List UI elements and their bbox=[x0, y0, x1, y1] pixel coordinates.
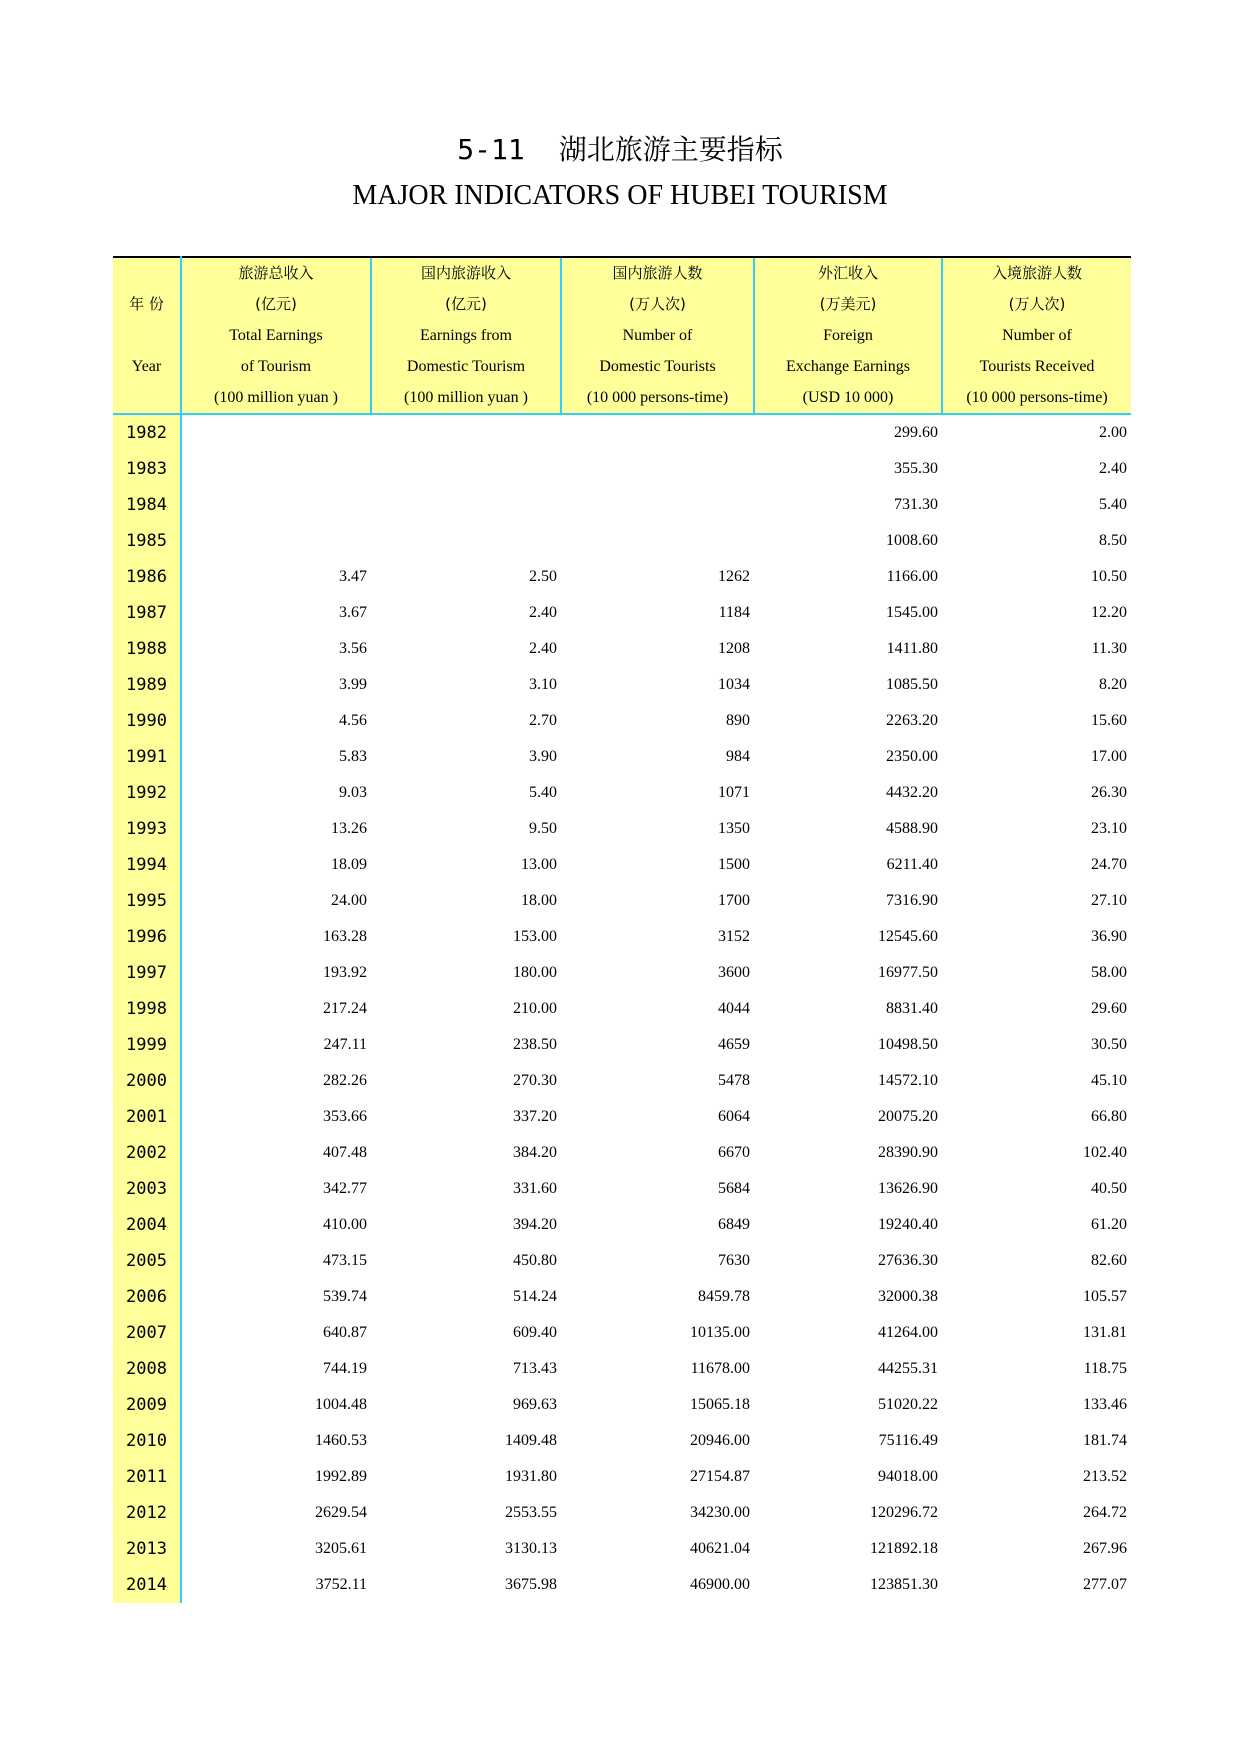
foreign-exchange-cell: 12545.60 bbox=[878, 928, 938, 945]
total-earnings-cell: 3752.11 bbox=[315, 1576, 367, 1593]
total-earnings-cell: 353.66 bbox=[323, 1108, 367, 1125]
table-row bbox=[113, 1171, 1131, 1207]
domestic-earnings-cell: 3.90 bbox=[529, 748, 557, 765]
total-earnings-cell: 13.26 bbox=[331, 820, 367, 837]
foreign-exchange-cell: 1166.00 bbox=[886, 568, 938, 585]
total-earnings-cell bbox=[181, 487, 371, 523]
year-cell: 2007 bbox=[113, 1315, 181, 1351]
domestic-tourists-cell: 6849 bbox=[718, 1216, 750, 1233]
total-earnings-cell: 282.26 bbox=[323, 1072, 367, 1089]
table-row bbox=[113, 1459, 1131, 1495]
header-line: Earnings from bbox=[420, 327, 512, 344]
foreign-exchange-cell: 120296.72 bbox=[870, 1504, 938, 1521]
domestic-tourists-cell: 6670 bbox=[718, 1144, 750, 1161]
total-earnings-cell: 3.47 bbox=[339, 568, 367, 585]
header-unit-en: (100 million yuan ) bbox=[404, 389, 528, 406]
header-line: Domestic Tourists bbox=[599, 358, 716, 375]
total-earnings-cell: 1460.53 bbox=[315, 1432, 367, 1449]
domestic-tourists-cell: 984 bbox=[726, 748, 750, 765]
table-row bbox=[113, 955, 1131, 991]
year-header-en: Year bbox=[131, 358, 162, 375]
inbound-tourists-cell: 27.10 bbox=[1091, 892, 1127, 909]
year-cell: 1994 bbox=[113, 847, 181, 883]
year-cell: 1991 bbox=[113, 739, 181, 775]
year-cell: 2004 bbox=[113, 1207, 181, 1243]
year-cell: 2002 bbox=[113, 1135, 181, 1171]
year-cell: 2010 bbox=[113, 1423, 181, 1459]
foreign-exchange-cell: 51020.22 bbox=[878, 1396, 938, 1413]
header-line: Total Earnings bbox=[229, 327, 323, 344]
header-unit-cn: (亿元) bbox=[255, 295, 297, 313]
header-unit-cn: (亿元) bbox=[445, 295, 487, 313]
domestic-tourists-cell: 27154.87 bbox=[690, 1468, 750, 1485]
domestic-earnings-cell: 3.10 bbox=[529, 676, 557, 693]
year-cell: 1988 bbox=[113, 631, 181, 667]
total-earnings-cell: 9.03 bbox=[339, 784, 367, 801]
table-row bbox=[113, 1099, 1131, 1135]
total-earnings-cell: 473.15 bbox=[323, 1252, 367, 1269]
year-cell: 1984 bbox=[113, 487, 181, 523]
inbound-tourists-cell: 29.60 bbox=[1091, 1000, 1127, 1017]
inbound-tourists-cell: 58.00 bbox=[1091, 964, 1127, 981]
domestic-tourists-cell: 1700 bbox=[718, 892, 750, 909]
domestic-tourists-cell: 10135.00 bbox=[690, 1324, 750, 1341]
domestic-tourists-cell: 11678.00 bbox=[690, 1360, 750, 1377]
year-cell: 1995 bbox=[113, 883, 181, 919]
foreign-exchange-cell: 94018.00 bbox=[878, 1468, 938, 1485]
table-row bbox=[113, 1387, 1131, 1423]
domestic-tourists-cell: 1071 bbox=[718, 784, 750, 801]
domestic-tourists-header bbox=[561, 257, 754, 414]
foreign-exchange-cell: 4432.20 bbox=[886, 784, 938, 801]
foreign-exchange-cell: 27636.30 bbox=[878, 1252, 938, 1269]
foreign-exchange-cell: 16977.50 bbox=[878, 964, 938, 981]
year-cell: 1992 bbox=[113, 775, 181, 811]
domestic-earnings-cell: 2.70 bbox=[529, 712, 557, 729]
header-unit-cn: (万人次) bbox=[629, 295, 686, 313]
domestic-earnings-cell: 2.40 bbox=[529, 604, 557, 621]
inbound-tourists-cell: 131.81 bbox=[1083, 1324, 1127, 1341]
foreign-exchange-cell: 75116.49 bbox=[878, 1432, 938, 1449]
header-line: Number of bbox=[622, 327, 693, 344]
total-earnings-cell: 4.56 bbox=[339, 712, 367, 729]
domestic-earnings-cell: 331.60 bbox=[513, 1180, 557, 1197]
header-line: 外汇收入 bbox=[817, 264, 878, 282]
domestic-tourists-cell bbox=[561, 414, 754, 451]
foreign-exchange-cell: 4588.90 bbox=[886, 820, 938, 837]
domestic-earnings-cell: 18.00 bbox=[521, 892, 557, 909]
table-row bbox=[113, 1279, 1131, 1315]
year-cell: 1987 bbox=[113, 595, 181, 631]
inbound-tourists-cell: 5.40 bbox=[1099, 496, 1127, 513]
domestic-tourists-cell: 34230.00 bbox=[690, 1504, 750, 1521]
domestic-earnings-cell: 3675.98 bbox=[505, 1576, 557, 1593]
foreign-exchange-cell: 19240.40 bbox=[878, 1216, 938, 1233]
inbound-tourists-cell: 61.20 bbox=[1091, 1216, 1127, 1233]
total-earnings-cell: 744.19 bbox=[323, 1360, 367, 1377]
inbound-tourists-cell: 66.80 bbox=[1091, 1108, 1127, 1125]
header-row bbox=[113, 257, 1131, 414]
total-earnings-cell: 18.09 bbox=[331, 856, 367, 873]
inbound-tourists-cell: 213.52 bbox=[1083, 1468, 1127, 1485]
domestic-earnings-cell: 514.24 bbox=[513, 1288, 557, 1305]
domestic-earnings-cell: 2.40 bbox=[529, 640, 557, 657]
year-cell: 2000 bbox=[113, 1063, 181, 1099]
table-row bbox=[113, 487, 1131, 523]
total-earnings-cell: 163.28 bbox=[323, 928, 367, 945]
foreign-exchange-cell: 2263.20 bbox=[886, 712, 938, 729]
inbound-tourists-cell: 105.57 bbox=[1083, 1288, 1127, 1305]
table-row bbox=[113, 631, 1131, 667]
table-row bbox=[113, 1063, 1131, 1099]
year-cell: 1996 bbox=[113, 919, 181, 955]
domestic-earnings-cell: 2553.55 bbox=[505, 1504, 557, 1521]
header-unit-en: (100 million yuan ) bbox=[214, 389, 338, 406]
foreign-exchange-cell: 32000.38 bbox=[878, 1288, 938, 1305]
domestic-tourists-cell: 46900.00 bbox=[690, 1576, 750, 1593]
table-row bbox=[113, 991, 1131, 1027]
foreign-exchange-cell: 14572.10 bbox=[878, 1072, 938, 1089]
header-unit-en: (10 000 persons-time) bbox=[586, 389, 729, 406]
year-cell: 2006 bbox=[113, 1279, 181, 1315]
table-row bbox=[113, 1567, 1131, 1603]
domestic-earnings-cell bbox=[371, 487, 561, 523]
total-earnings-cell: 410.00 bbox=[323, 1216, 367, 1233]
inbound-tourists-cell: 45.10 bbox=[1091, 1072, 1127, 1089]
header-line: 国内旅游人数 bbox=[612, 264, 703, 282]
year-cell: 2014 bbox=[113, 1567, 181, 1603]
year-cell: 1983 bbox=[113, 451, 181, 487]
inbound-tourists-cell: 102.40 bbox=[1083, 1144, 1127, 1161]
year-cell: 1986 bbox=[113, 559, 181, 595]
domestic-earnings-cell: 337.20 bbox=[513, 1108, 557, 1125]
foreign-exchange-cell: 44255.31 bbox=[878, 1360, 938, 1377]
domestic-tourists-cell: 7630 bbox=[718, 1252, 750, 1269]
year-cell: 1990 bbox=[113, 703, 181, 739]
table-row bbox=[113, 559, 1131, 595]
foreign-exchange-cell: 7316.90 bbox=[886, 892, 938, 909]
table-row bbox=[113, 1531, 1131, 1567]
table-title-chinese bbox=[0, 128, 1240, 168]
total-earnings-cell: 3205.61 bbox=[315, 1540, 367, 1557]
year-cell: 1985 bbox=[113, 523, 181, 559]
domestic-earnings-cell: 153.00 bbox=[513, 928, 557, 945]
inbound-tourists-cell: 12.20 bbox=[1091, 604, 1127, 621]
table-row bbox=[113, 1423, 1131, 1459]
table-row bbox=[113, 1495, 1131, 1531]
table-row bbox=[113, 451, 1131, 487]
inbound-tourists-cell: 8.50 bbox=[1099, 532, 1127, 549]
year-header-cn: 年 份 bbox=[129, 295, 164, 313]
table-header bbox=[113, 257, 1131, 414]
domestic-tourists-cell: 1350 bbox=[718, 820, 750, 837]
header-line: 国内旅游收入 bbox=[420, 264, 511, 282]
table-row bbox=[113, 1135, 1131, 1171]
table-number: 5-11 bbox=[457, 133, 525, 166]
header-unit-en: (10 000 persons-time) bbox=[966, 389, 1108, 406]
domestic-tourists-cell: 1208 bbox=[718, 640, 750, 657]
domestic-earnings-cell: 609.40 bbox=[513, 1324, 557, 1341]
year-cell: 2003 bbox=[113, 1171, 181, 1207]
inbound-tourists-cell: 2.00 bbox=[1099, 424, 1127, 441]
inbound-tourists-cell: 181.74 bbox=[1083, 1432, 1127, 1449]
table-row bbox=[113, 703, 1131, 739]
total-earnings-cell: 407.48 bbox=[323, 1144, 367, 1161]
year-cell: 1989 bbox=[113, 667, 181, 703]
table-row bbox=[113, 1351, 1131, 1387]
domestic-tourists-cell: 1034 bbox=[718, 676, 750, 693]
foreign-exchange-cell: 28390.90 bbox=[878, 1144, 938, 1161]
domestic-tourists-cell: 6064 bbox=[718, 1108, 750, 1125]
table-row bbox=[113, 883, 1131, 919]
inbound-tourists-cell: 264.72 bbox=[1083, 1504, 1127, 1521]
domestic-tourists-cell: 3600 bbox=[718, 964, 750, 981]
domestic-earnings-cell: 210.00 bbox=[513, 1000, 557, 1017]
domestic-earnings-cell: 450.80 bbox=[513, 1252, 557, 1269]
table-row bbox=[113, 667, 1131, 703]
domestic-earnings-cell: 969.63 bbox=[513, 1396, 557, 1413]
total-earnings-cell: 3.67 bbox=[339, 604, 367, 621]
table-row bbox=[113, 1243, 1131, 1279]
total-earnings-cell: 3.99 bbox=[339, 676, 367, 693]
domestic-earnings-cell: 270.30 bbox=[513, 1072, 557, 1089]
table-title-english: MAJOR INDICATORS OF HUBEI TOURISM bbox=[352, 180, 888, 211]
total-earnings-cell: 1004.48 bbox=[315, 1396, 367, 1413]
year-cell: 2009 bbox=[113, 1387, 181, 1423]
foreign-exchange-cell: 8831.40 bbox=[886, 1000, 938, 1017]
table-row bbox=[113, 811, 1131, 847]
table-row bbox=[113, 775, 1131, 811]
table-title-chinese-text: 湖北旅游主要指标 bbox=[558, 133, 783, 166]
foreign-exchange-cell: 1008.60 bbox=[886, 532, 938, 549]
header-line: Domestic Tourism bbox=[406, 358, 526, 375]
table-body bbox=[113, 414, 1131, 1603]
domestic-tourists-cell: 1262 bbox=[718, 568, 750, 585]
inbound-tourists-cell: 17.00 bbox=[1091, 748, 1127, 765]
header-line: Foreign bbox=[823, 327, 873, 344]
domestic-earnings-cell bbox=[371, 523, 561, 559]
year-cell: 2013 bbox=[113, 1531, 181, 1567]
inbound-tourists-cell: 133.46 bbox=[1083, 1396, 1127, 1413]
inbound-tourists-cell: 36.90 bbox=[1091, 928, 1127, 945]
foreign-exchange-cell: 299.60 bbox=[894, 424, 938, 441]
year-cell: 1998 bbox=[113, 991, 181, 1027]
year-cell: 2012 bbox=[113, 1495, 181, 1531]
domestic-earnings-cell: 13.00 bbox=[521, 856, 557, 873]
inbound-tourists-cell: 277.07 bbox=[1083, 1576, 1127, 1593]
domestic-earnings-cell: 238.50 bbox=[513, 1036, 557, 1053]
foreign-exchange-cell: 20075.20 bbox=[878, 1108, 938, 1125]
table-row bbox=[113, 595, 1131, 631]
total-earnings-cell: 1992.89 bbox=[315, 1468, 367, 1485]
table-row bbox=[113, 847, 1131, 883]
table-row bbox=[113, 1027, 1131, 1063]
year-cell: 1999 bbox=[113, 1027, 181, 1063]
foreign-exchange-cell: 10498.50 bbox=[878, 1036, 938, 1053]
inbound-tourists-cell: 26.30 bbox=[1091, 784, 1127, 801]
header-line: Tourists Received bbox=[979, 358, 1095, 375]
inbound-tourists-cell: 267.96 bbox=[1083, 1540, 1127, 1557]
year-cell: 1997 bbox=[113, 955, 181, 991]
table-row bbox=[113, 523, 1131, 559]
domestic-earnings-header bbox=[371, 257, 561, 414]
domestic-tourists-cell: 3152 bbox=[718, 928, 750, 945]
domestic-tourists-cell: 40621.04 bbox=[690, 1540, 750, 1557]
inbound-tourists-cell: 11.30 bbox=[1091, 640, 1127, 657]
table-row bbox=[113, 414, 1131, 451]
domestic-tourists-cell: 5684 bbox=[718, 1180, 750, 1197]
foreign-exchange-cell: 2350.00 bbox=[886, 748, 938, 765]
total-earnings-cell bbox=[181, 523, 371, 559]
domestic-earnings-cell: 713.43 bbox=[513, 1360, 557, 1377]
domestic-earnings-cell: 1931.80 bbox=[505, 1468, 557, 1485]
domestic-tourists-cell: 1184 bbox=[718, 604, 750, 621]
header-line: 旅游总收入 bbox=[238, 264, 314, 282]
table-row bbox=[113, 1315, 1131, 1351]
foreign-exchange-cell: 6211.40 bbox=[886, 856, 938, 873]
foreign-exchange-cell: 41264.00 bbox=[878, 1324, 938, 1341]
year-cell: 2008 bbox=[113, 1351, 181, 1387]
total-earnings-cell: 539.74 bbox=[323, 1288, 367, 1305]
foreign-exchange-cell: 13626.90 bbox=[878, 1180, 938, 1197]
domestic-tourists-cell: 4044 bbox=[718, 1000, 750, 1017]
domestic-tourists-cell: 890 bbox=[726, 712, 750, 729]
domestic-tourists-cell bbox=[561, 523, 754, 559]
header-unit-cn: (万美元) bbox=[819, 295, 877, 313]
domestic-tourists-cell: 1500 bbox=[718, 856, 750, 873]
domestic-earnings-cell: 384.20 bbox=[513, 1144, 557, 1161]
year-cell: 1982 bbox=[113, 414, 181, 451]
foreign-exchange-cell: 731.30 bbox=[894, 496, 938, 513]
inbound-tourists-cell: 40.50 bbox=[1091, 1180, 1127, 1197]
inbound-tourists-cell: 82.60 bbox=[1091, 1252, 1127, 1269]
foreign-exchange-cell: 1545.00 bbox=[886, 604, 938, 621]
tourism-indicators-table bbox=[113, 256, 1131, 1603]
total-earnings-cell: 24.00 bbox=[331, 892, 367, 909]
table-row bbox=[113, 739, 1131, 775]
total-earnings-cell: 342.77 bbox=[323, 1180, 367, 1197]
domestic-earnings-cell: 1409.48 bbox=[505, 1432, 557, 1449]
inbound-tourists-cell: 8.20 bbox=[1099, 676, 1127, 693]
header-line: Number of bbox=[1002, 327, 1072, 344]
total-earnings-cell: 2629.54 bbox=[315, 1504, 367, 1521]
total-earnings-cell: 3.56 bbox=[339, 640, 367, 657]
foreign-exchange-cell: 121892.18 bbox=[870, 1540, 938, 1557]
total-earnings-cell: 247.11 bbox=[323, 1036, 367, 1053]
inbound-tourists-cell: 23.10 bbox=[1091, 820, 1127, 837]
foreign-exchange-header bbox=[754, 257, 942, 414]
year-cell: 1993 bbox=[113, 811, 181, 847]
inbound-tourists-header bbox=[942, 257, 1131, 414]
inbound-tourists-cell: 15.60 bbox=[1091, 712, 1127, 729]
domestic-earnings-cell bbox=[371, 451, 561, 487]
inbound-tourists-cell: 10.50 bbox=[1091, 568, 1127, 585]
header-unit-cn: (万人次) bbox=[1008, 295, 1066, 313]
inbound-tourists-cell: 24.70 bbox=[1091, 856, 1127, 873]
inbound-tourists-cell: 30.50 bbox=[1091, 1036, 1127, 1053]
foreign-exchange-cell: 355.30 bbox=[894, 460, 938, 477]
domestic-earnings-cell: 394.20 bbox=[513, 1216, 557, 1233]
year-cell: 2001 bbox=[113, 1099, 181, 1135]
domestic-tourists-cell: 5478 bbox=[718, 1072, 750, 1089]
inbound-tourists-cell: 2.40 bbox=[1099, 460, 1127, 477]
total-earnings-cell: 640.87 bbox=[323, 1324, 367, 1341]
domestic-tourists-cell: 4659 bbox=[718, 1036, 750, 1053]
domestic-tourists-cell: 15065.18 bbox=[690, 1396, 750, 1413]
header-line: of Tourism bbox=[240, 358, 312, 375]
total-earnings-cell: 5.83 bbox=[339, 748, 367, 765]
total-earnings-cell bbox=[181, 414, 371, 451]
domestic-tourists-cell bbox=[561, 487, 754, 523]
foreign-exchange-cell: 1085.50 bbox=[886, 676, 938, 693]
domestic-earnings-cell bbox=[371, 414, 561, 451]
year-cell: 2011 bbox=[113, 1459, 181, 1495]
domestic-earnings-cell: 9.50 bbox=[529, 820, 557, 837]
domestic-earnings-cell: 3130.13 bbox=[505, 1540, 557, 1557]
domestic-tourists-cell: 20946.00 bbox=[690, 1432, 750, 1449]
table-row bbox=[113, 919, 1131, 955]
total-earnings-cell: 193.92 bbox=[323, 964, 367, 981]
table-row bbox=[113, 1207, 1131, 1243]
year-column-header bbox=[113, 257, 181, 414]
domestic-tourists-cell: 8459.78 bbox=[698, 1288, 750, 1305]
domestic-earnings-cell: 180.00 bbox=[513, 964, 557, 981]
total-earnings-header bbox=[181, 257, 371, 414]
header-unit-en: (USD 10 000) bbox=[802, 389, 894, 406]
foreign-exchange-cell: 1411.80 bbox=[886, 640, 938, 657]
domestic-earnings-cell: 2.50 bbox=[529, 568, 557, 585]
total-earnings-cell bbox=[181, 451, 371, 487]
year-cell: 2005 bbox=[113, 1243, 181, 1279]
foreign-exchange-cell: 123851.30 bbox=[870, 1576, 938, 1593]
domestic-tourists-cell bbox=[561, 451, 754, 487]
domestic-earnings-cell: 5.40 bbox=[529, 784, 557, 801]
header-line: Exchange Earnings bbox=[786, 358, 910, 375]
inbound-tourists-cell: 118.75 bbox=[1083, 1360, 1127, 1377]
total-earnings-cell: 217.24 bbox=[323, 1000, 367, 1017]
header-line: 入境旅游人数 bbox=[991, 264, 1082, 282]
